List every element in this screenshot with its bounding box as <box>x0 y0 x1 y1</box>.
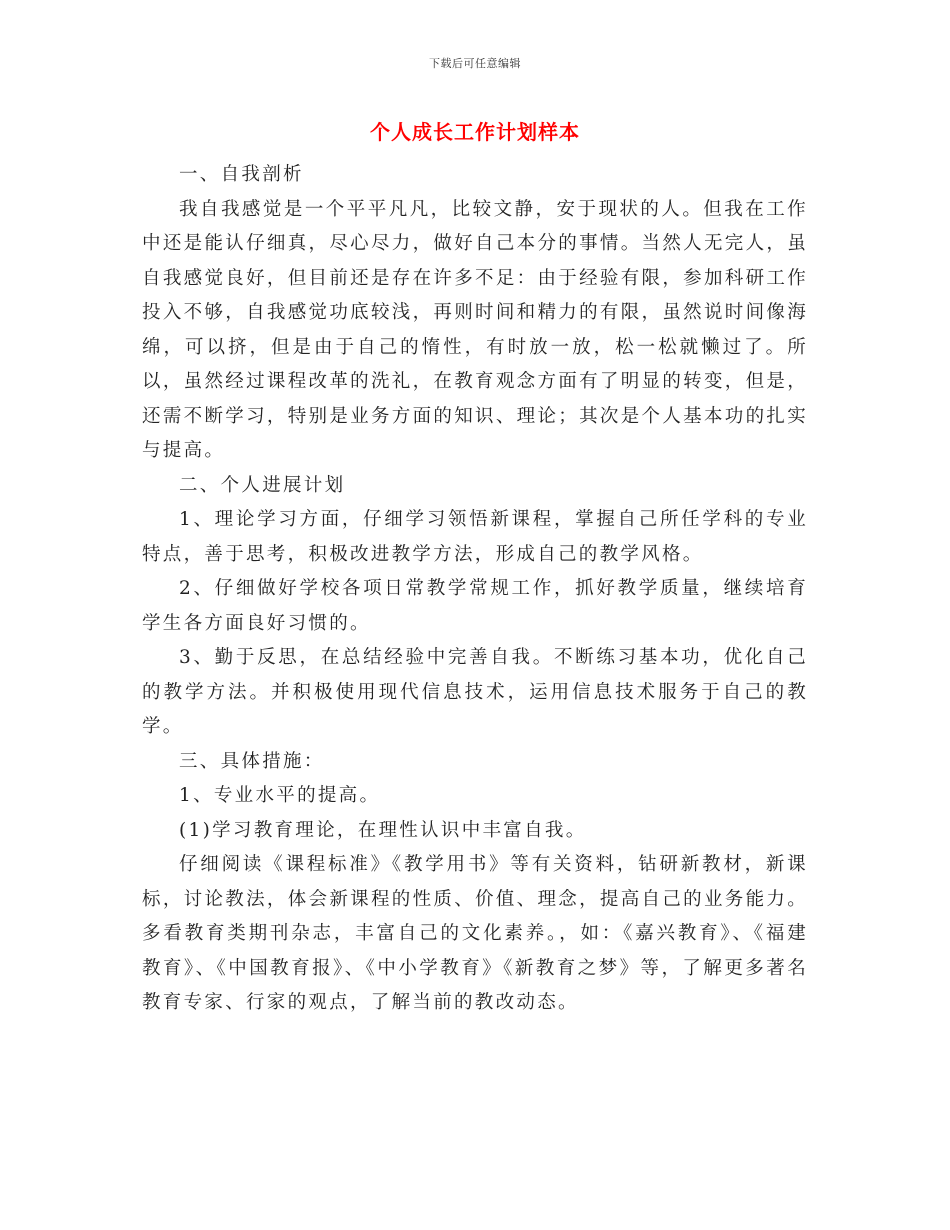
section-heading-self-analysis: 一、自我剖析 <box>179 164 304 185</box>
section-heading-development-plan: 二、个人进展计划 <box>179 474 346 496</box>
plan-item-1: 1、理论学习方面，仔细学习领悟新课程，掌握自己所任学科的专业特点，善于思考，积极改进教学方法，形成自己的教学风格。 <box>142 509 808 565</box>
plan-item-2: 2、仔细做好学校各项日常教学常规工作，抓好教学质量，继续培育学生各方面良好习惯的。 <box>142 578 808 634</box>
paragraph-self-analysis: 我自我感觉是一个平平凡凡，比较文静，安于现状的人。但我在工作中还是能认仔细真，尽心尽力，做好自己本分的事情。当然人无完人，虽自我感觉良好，但目前还是存在许多不足：由于经验有限，参加科研工作投入不够，自我感觉功底较浅，再则时间和精力的有限，虽然说时间像海绵，可以挤，但是由于自己的惰性，有时放一放，松一松就懒过了。所以，虽然经过课程改革的洗礼，在教育观念方面有了明显的转变，但是，还需不断学习，特别是业务方面的知识、理论；其次是个人基本功的扎实与提高。 <box>142 198 808 461</box>
document-body <box>142 158 808 1021</box>
paragraph-reading: 仔细阅读《课程标准》《教学用书》等有关资料，钻研新教材，新课标，讨论教法，体会新课程的性质、价值、理念，提高自己的业务能力。多看教育类期刊杂志，丰富自己的文化素养。，如：《嘉兴教育》、《福建教育》、《中国教育报》、《中小学教育》《新教育之梦》等，了解更多著名教育专家、行家的观点，了解当前的教改动态。 <box>142 854 808 1013</box>
section-heading-measures: 三、具体措施： <box>179 750 325 772</box>
plan-item-3: 3、勤于反思，在总结经验中完善自我。不断练习基本功，优化自己的教学方法。并积极使用现代信息技术，运用信息技术服务于自己的教学。 <box>142 647 808 737</box>
document-title: 个人成长工作计划样本 <box>370 120 580 144</box>
page-header-note: 下载后可任意编辑 <box>429 57 521 70</box>
measure-subitem-1: (1)学习教育理论，在理性认识中丰富自我。 <box>179 819 587 841</box>
measure-item-1: 1、专业水平的提高。 <box>179 785 381 806</box>
